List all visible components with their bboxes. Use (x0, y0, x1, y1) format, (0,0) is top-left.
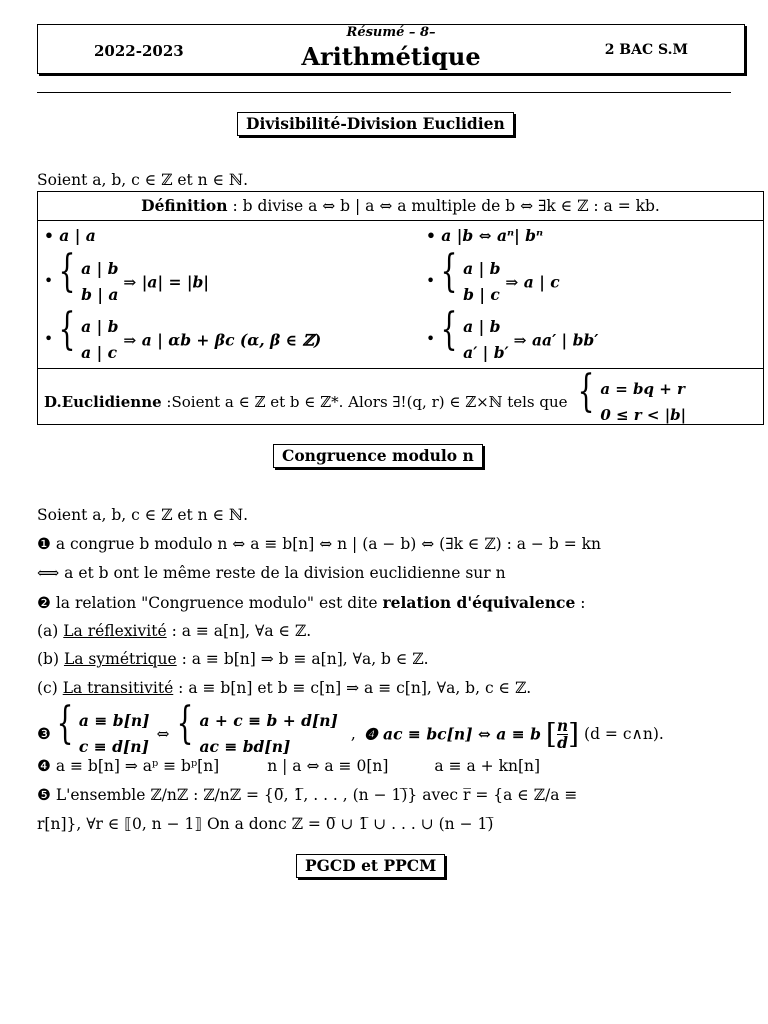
euclidean-eq: a = bq + r (600, 380, 685, 398)
section-title-congruence: Congruence modulo n (273, 444, 483, 468)
cong-symetrique-label: La symétrique (63, 650, 177, 668)
prop-4-b: b | c (463, 285, 500, 304)
cong-line-7: ❸ { a ≡ b[n] c ≡ d[n] ⇔ { a + c ≡ b + d[n] ac ≡ bd[n] , ❹ ac ≡ bc[n] ⇔ a ≡ b [ $\frac{n}{d}$ ] (d = c∧n). (37, 702, 664, 760)
header-year: 2022-2023 (94, 42, 184, 60)
prop-4-result: ⇒ a | c (505, 272, 560, 292)
cong-line-7-d: ac ≡ bd[n] (199, 737, 291, 756)
header-rule (37, 92, 731, 93)
header-class: 2 BAC S.M (604, 42, 688, 58)
prop-3-b: b | a (81, 285, 119, 304)
definition-text: : b divise a ⇔ b | a ⇔ a multiple de b ⇔ ∃k ∈ ℤ : a = kb. (227, 197, 660, 215)
prop-5-result: ⇒ a | αb + βc (α, β ∈ ℤ) (123, 330, 322, 350)
prop-3-a: a | b (81, 259, 119, 278)
prop-1: • a | a (44, 226, 96, 245)
cong-line-3 (37, 593, 585, 612)
cong-line-3-pre: ❷ la relation "Congruence modulo" est dite (37, 594, 383, 612)
div-intro: Soient a, b, c ∈ ℤ et n ∈ ℕ. (37, 171, 249, 189)
cong-transitivite-pre: (c) (37, 679, 63, 697)
euclidean-row: D.Euclidienne :Soient a ∈ ℤ et b ∈ ℤ*. Alors ∃!(q, r) ∈ ℤ×ℕ tels que { a = bq + r 0 ≤ r < |b| (44, 370, 686, 428)
cong-reflexivite-text: : a ≡ a[n], ∀a ∈ ℤ. (166, 622, 312, 640)
cong-line-8-c: a ≡ a + kn[n] (434, 757, 541, 775)
page-title: Arithmétique (301, 42, 481, 71)
prop-3: • { a | b b | a ⇒ |a| = |b| (44, 250, 209, 308)
frac-denominator: d (557, 732, 568, 752)
cong-reflexivite-pre: (a) (37, 622, 64, 640)
euclidean-text: :Soient a ∈ ℤ et b ∈ ℤ*. Alors ∃!(q, r) ∈ ℤ×ℕ tels que (161, 393, 568, 411)
prop-5-a: a | b (81, 317, 119, 336)
prop-6-result: ⇒ aa′ | bb′ (513, 330, 599, 350)
prop-6-b: a′ | b′ (463, 343, 509, 362)
cong-line-9: ❺ L'ensemble ℤ/nℤ : ℤ/nℤ = {0̅, 1̅, . . . , (n − 1)̅} avec r̅ = {a ∈ ℤ/a ≡ (37, 786, 578, 804)
cong-reflexivite-label: La réflexivité (63, 622, 167, 640)
cong-reflexivite (37, 622, 311, 640)
prop-2: • a |b ⇔ aⁿ| bⁿ (426, 226, 544, 245)
cong-symetrique-text: : a ≡ b[n] ⇒ b ≡ a[n], ∀a, b ∈ ℤ. (176, 650, 429, 668)
cong-line-10: r[n]}, ∀r ∈ ⟦0, n − 1⟧ On a donc ℤ = 0̅ ∪ 1̅ ∪ . . . ∪ (n − 1)̅ (37, 815, 494, 833)
header-box (37, 24, 745, 74)
cong-line-3-post: : (575, 594, 586, 612)
cong-line-7-e: ❹ ac ≡ bc[n] ⇔ a ≡ b (363, 724, 541, 744)
cong-symetrique-pre: (b) (37, 650, 64, 668)
definition-row (38, 192, 763, 221)
section-title-divisibilite: Divisibilité-Division Euclidien (237, 112, 514, 136)
prop-6-a: a | b (463, 317, 501, 336)
cong-line-7-sep: , (350, 725, 356, 743)
prop-5-b: a | c (81, 343, 118, 362)
cong-line-1: ❶ a congrue b modulo n ⇔ a ≡ b[n] ⇔ n | (a − b) ⇔ (∃k ∈ ℤ) : a − b = kn (37, 535, 601, 553)
prop-3-result: ⇒ |a| = |b| (123, 272, 210, 292)
prop-6: • { a | b a′ | b′ ⇒ aa′ | bb′ (426, 308, 598, 366)
divisibility-table (37, 191, 764, 425)
cong-line-8-b: n | a ⇔ a ≡ 0[n] (267, 757, 389, 775)
cong-line-2: ⟺ a et b ont le même reste de la division euclidienne sur n (37, 564, 506, 582)
prop-4: • { a | b b | c ⇒ a | c (426, 250, 560, 308)
section-title-pgcd: PGCD et PPCM (296, 854, 445, 878)
cong-line-7-b: c ≡ d[n] (78, 737, 149, 756)
prop-4-a: a | b (463, 259, 501, 278)
cong-symetrique (37, 650, 429, 668)
prop-5: • { a | b a | c ⇒ a | αb + βc (α, β ∈ ℤ) (44, 308, 321, 366)
cong-line-7-num: ❸ (37, 725, 51, 743)
table-divider (38, 368, 763, 369)
cong-transitivite-label: La transitivité (62, 679, 174, 697)
frac-numerator: n (556, 715, 569, 735)
cong-line-7-mid: ⇔ (156, 725, 170, 743)
cong-line-7-c: a + c ≡ b + d[n] (199, 711, 338, 730)
cong-transitivite (37, 679, 531, 697)
cong-intro: Soient a, b, c ∈ ℤ et n ∈ ℕ. (37, 506, 249, 524)
cong-line-7-f: (d = c∧n). (584, 725, 664, 743)
header-subtitle: Résumé – 8– (346, 25, 436, 40)
cong-line-8-a: ❹ a ≡ b[n] ⇒ aᵖ ≡ bᵖ[n] (37, 757, 220, 775)
cong-line-8 (37, 757, 540, 775)
euclidean-ineq: 0 ≤ r < |b| (600, 406, 687, 424)
cong-line-7-a: a ≡ b[n] (78, 711, 150, 730)
cong-transitivite-text: : a ≡ b[n] et b ≡ c[n] ⇒ a ≡ c[n], ∀a, b, c ∈ ℤ. (173, 679, 532, 697)
euclidean-label: D.Euclidienne (44, 393, 162, 411)
definition-label: Définition (141, 196, 228, 215)
cong-line-3-bold: relation d'équivalence (382, 593, 576, 612)
